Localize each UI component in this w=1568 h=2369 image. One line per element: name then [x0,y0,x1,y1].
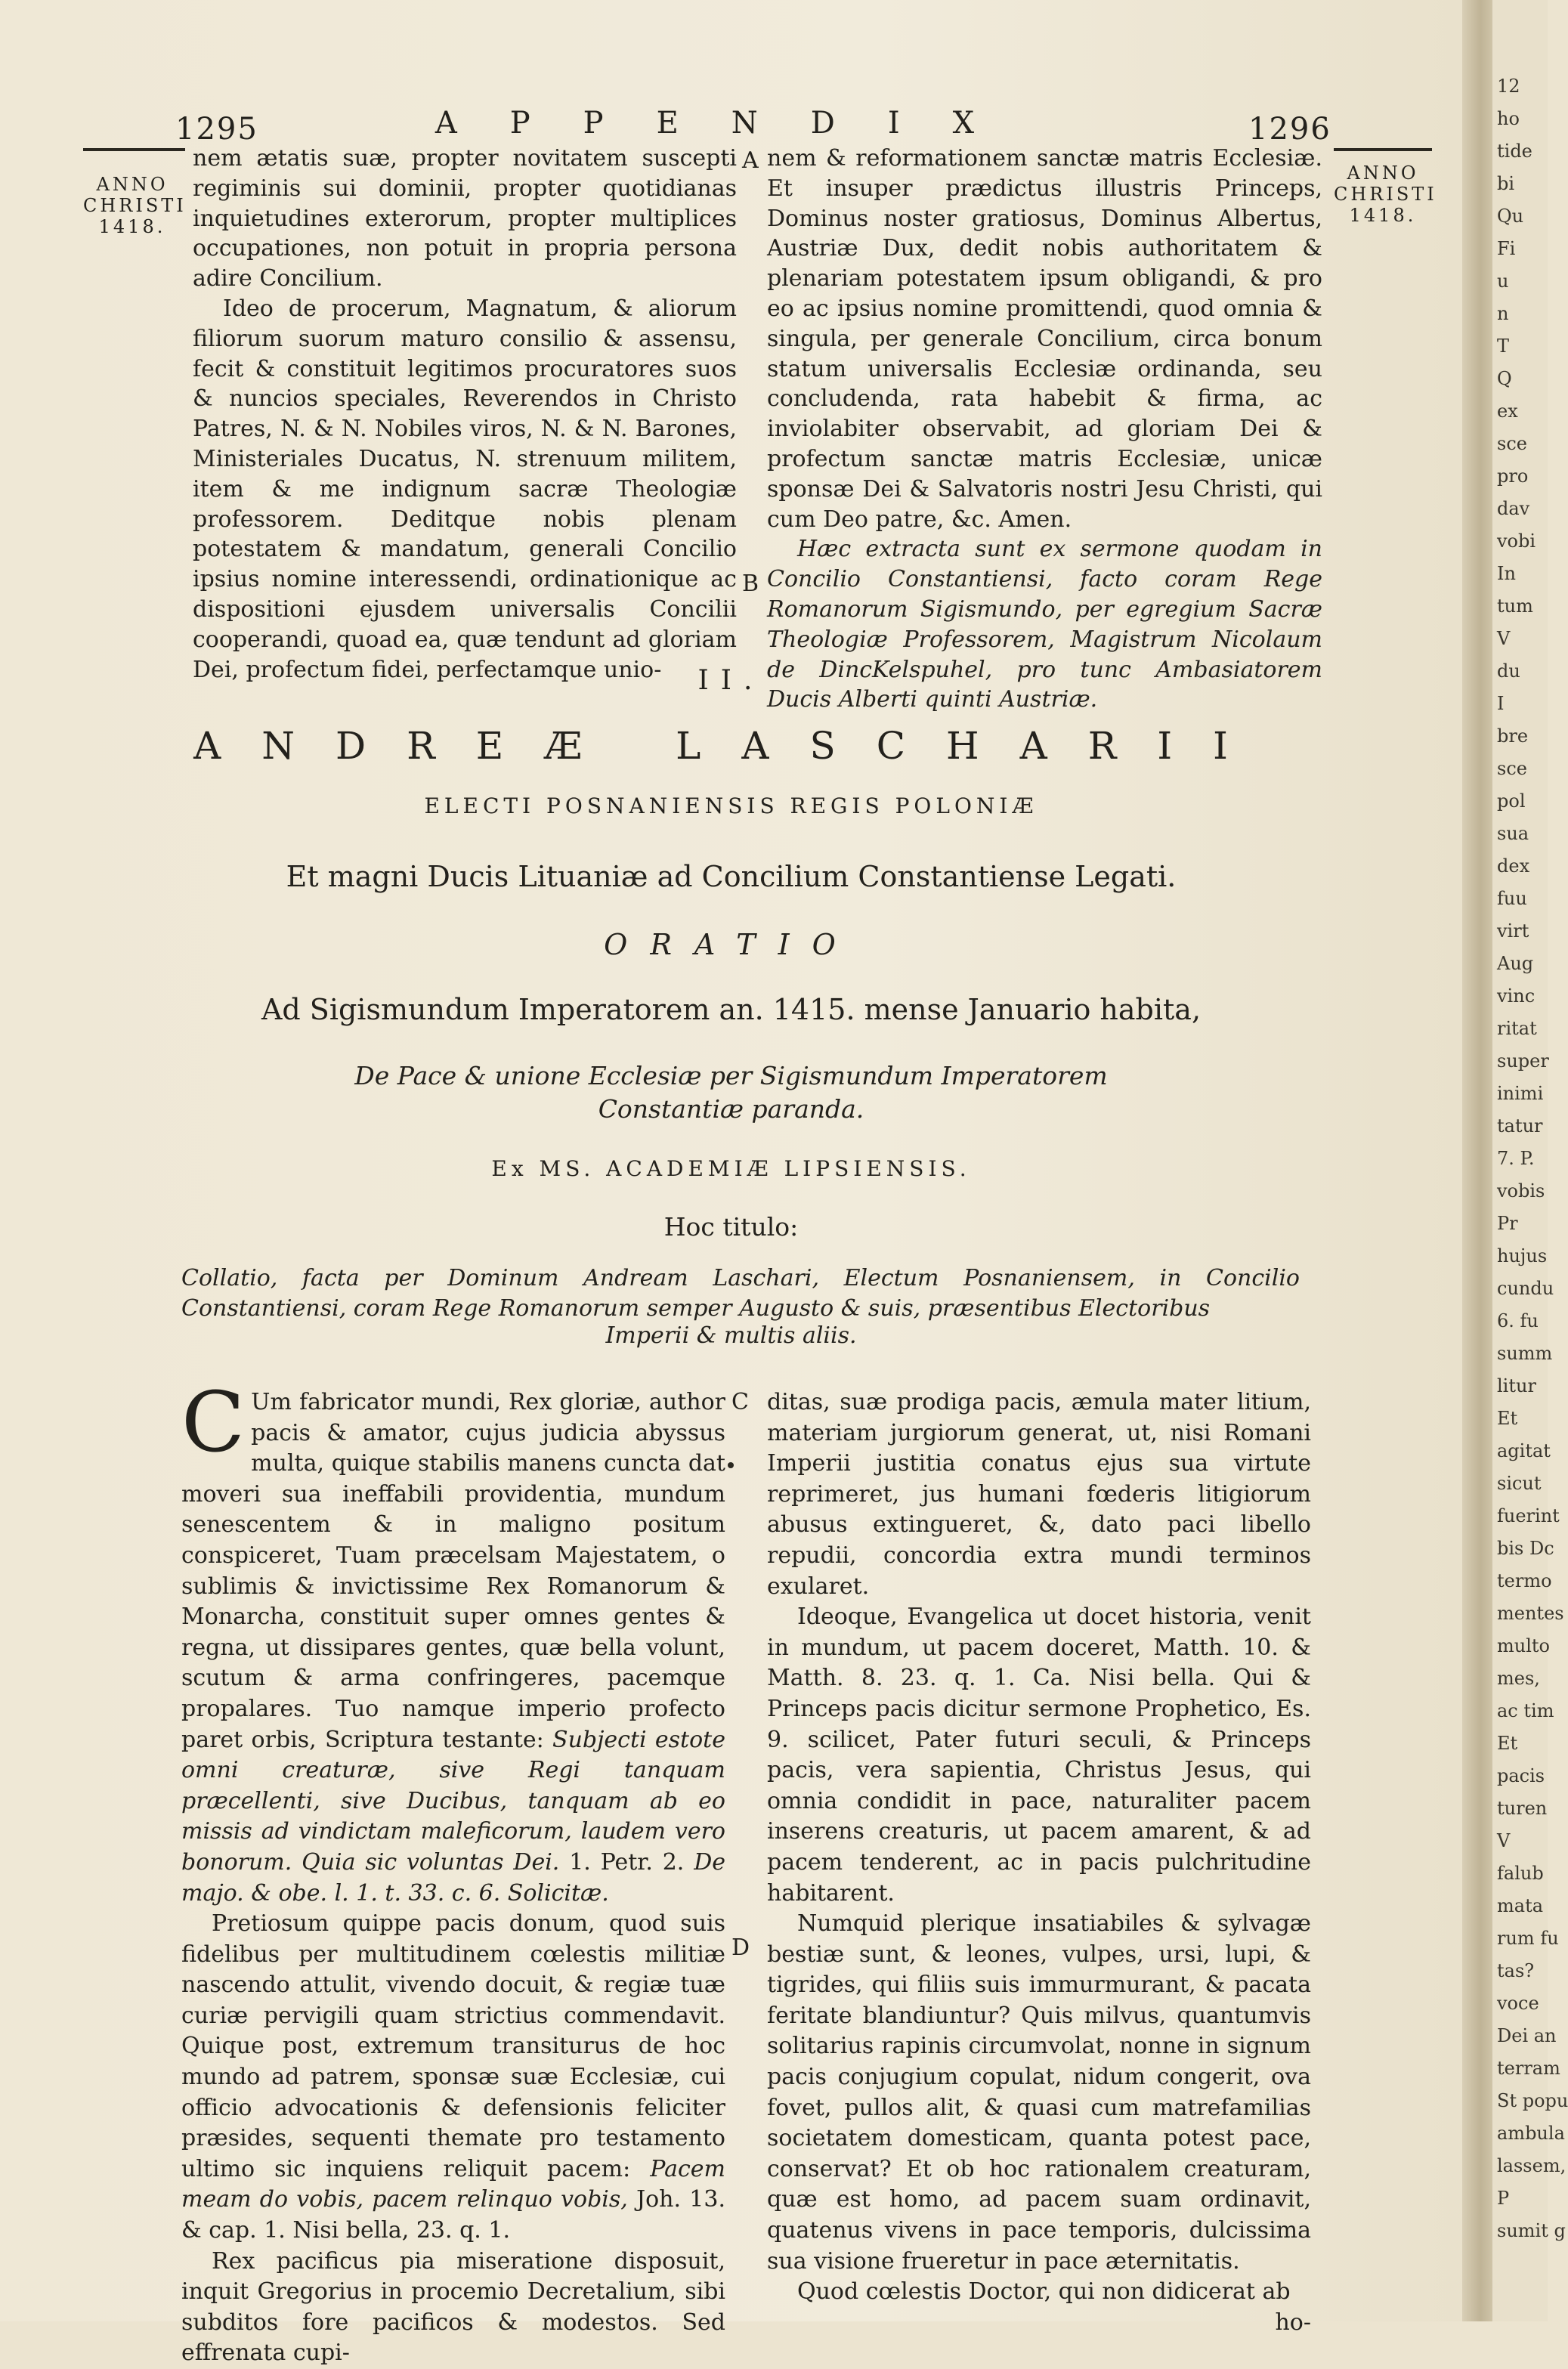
next-page-fragment: V [1497,1830,1511,1851]
next-page-fragment: hujus [1497,1245,1548,1266]
margin-note-line: ANNO [1347,162,1419,184]
paragraph: Quod cœlestis Doctor, qui non didicerat ab [797,2278,1291,2306]
next-page-fragment: ho [1497,108,1520,129]
next-page-fragment: terram [1497,2058,1560,2079]
next-page-fragment: ambula [1497,2123,1565,2144]
next-page-fragment: u [1497,271,1509,292]
next-page-fragment: agitat [1497,1440,1551,1461]
top-left-column [193,144,737,685]
next-page-fragment: virt [1497,920,1529,942]
title-line-3: Et magni Ducis Lituaniæ ad Concilium Constantiense Legati. [286,860,1177,893]
next-page-fragment: Dei an [1497,2025,1557,2046]
book-gutter [1462,0,1492,2321]
next-page-fragment: mentes [1497,1603,1564,1624]
citation: Joh. 13. & cap. 1. Nisi bella, 23. q. 1. [181,2186,725,2244]
next-page-fragment: Fi [1497,238,1516,259]
next-page-fragment: sicut [1497,1473,1542,1494]
next-page-fragment: falub [1497,1863,1544,1884]
section-marker-b: B [742,571,759,597]
catchword: ho- [1275,2309,1311,2336]
next-page-fragment: pro [1497,465,1529,487]
next-page-fragment: tide [1497,141,1532,162]
title-line-8: Hoc titulo: [663,1212,799,1242]
paragraph: Rex pacificus pia miseratione disposuit, inquit Gregorius in procemio Decretalium, sibi subditos fore pacificos & modestos. Sed effrenata cupi- [181,2247,725,2367]
next-page-fragment: pacis [1497,1765,1545,1786]
left-page-number: 1295 [175,112,258,147]
next-page-fragment: ex [1497,401,1518,422]
paragraph: nem ætatis suæ, propter novitatem suscepti regiminis sui dominii, propter quotidianas inquietudines exterorum, propter multiplices occupationes, non potuit in propria persona adire Concilium. [193,145,737,292]
right-margin-rule [1334,148,1432,151]
next-page-fragment: litur [1497,1375,1536,1396]
next-page-fragment: fuu [1497,888,1527,909]
next-page-fragment: bre [1497,725,1529,747]
next-page-fragment: summ [1497,1343,1553,1364]
next-page-fragment: fuerint [1497,1505,1560,1526]
next-page-fragment: sce [1497,758,1527,779]
next-page-fragment: 7. P. [1497,1148,1535,1169]
next-page-fragment: T [1497,336,1510,357]
paragraph-text: Um fabricator mundi, Rex gloriæ, author pacis & amator, cujus judicia abyssus multa, quique stabilis manens cuncta dat moveri sua ineffabili providentia, mundum senescentem & in maligno positum conspiceret, Tuam præcelsam Majestatem, o sublimis & invictissime Rex Romanorum & Monarcha, constituit super omnes gentes & regna, ut dissipares gentes, quæ bella volunt, scutum & arma confringeres, pacemque propalares. Tuo namque imperio profecto paret orbis, Scriptura testante: [181,1389,725,1753]
margin-note-line: CHRISTI [1334,184,1437,205]
next-page-fragment: voce [1497,1993,1539,2014]
left-margin-note [83,174,187,237]
next-page-fragment: I [1497,693,1505,714]
running-title: APPENDIX [435,106,1028,141]
paragraph-text: Pretiosum quippe pacis donum, quod suis fidelibus per multitudinem cœlestis militiæ nascendo attulit, vivendo docuit, & regiæ tuæ curiæ pervigili quam strictius commendavit. Quique post, extremum transiturus de hoc mundo ad patrem, sponsæ suæ Ecclesiæ, cui officio advocationis & defensionis feliciter præsides, sequenti themate pro testamento ultimo sic inquiens reliquit pacem: [181,1910,725,2182]
title-line-2: ELECTI POSNANIENSIS REGIS POLONIÆ [424,793,1038,818]
next-page-fragment: 6. fu [1497,1310,1539,1331]
left-margin-rule [83,148,185,151]
next-page-edge [1492,0,1568,2321]
section-title: ANDREÆ LASCHARII [193,724,1269,768]
next-page-fragment: sce [1497,433,1527,454]
next-page-fragment: multo [1497,1635,1550,1656]
next-page-fragment: sumit g [1497,2220,1566,2241]
next-page-fragment: mata [1497,1895,1544,1916]
next-page-fragment: St popu [1497,2090,1568,2111]
next-page-fragment: n [1497,303,1509,324]
citation: 1. Petr. 2. [569,1848,685,1876]
next-page-fragment: P [1497,2188,1510,2209]
next-page-fragment: Q [1497,368,1512,389]
next-page-fragment: ac tim [1497,1700,1554,1721]
next-page-fragment: turen [1497,1798,1548,1819]
next-page-fragment: vobis [1497,1180,1545,1202]
next-page-fragment: bis Dc [1497,1538,1554,1559]
next-page-fragment: vobi [1497,530,1536,552]
next-page-fragment: inimi [1497,1083,1544,1104]
margin-note-line: 1418. [1349,205,1417,226]
next-page-fragment: pol [1497,790,1526,812]
paragraph: Numquid plerique insatiabiles & sylvagæ bestiæ sunt, & leones, vulpes, ursi, lupi, & tigrides, qui filiis suis immurmurant, & pacata feritate blandiuntur? Quis milvus, quantumvis solitarius rapinis circumvolat, nonne in signum pacis conjugium copulat, nidum congerit, ova fovet, pullos alit, & quasi cum matrefamilias societatem domesticam, quanta potest pace, conservat? Et ob hoc rationalem creaturam, quæ est homo, ad pacem suam ordinavit, quatenus vivens in pace temporis, dulcissima sua visione frueretur in pace æternitatis. [767,1910,1311,2275]
next-page-fragment: rum fu [1497,1928,1559,1949]
margin-note-line: ANNO [96,174,169,195]
citation: De majo. & obe. l. 1. t. 33. c. 6. Solicitæ. [181,1848,725,1907]
next-page-fragment: termo [1497,1570,1552,1591]
title-line-4: ORATIO [604,928,858,961]
collatio-title-end: Imperii & multis aliis. [605,1322,857,1349]
ink-blot [728,1462,734,1468]
next-page-fragment: dav [1497,498,1530,519]
section-number: II. [697,665,765,696]
next-page-fragment: ritat [1497,1018,1537,1039]
title-line-6a: De Pace & unione Ecclesiæ per Sigismundum Imperatorem [354,1061,1108,1090]
next-page-fragment: lassem, [1497,2155,1566,2176]
oration-left-column [181,1374,725,2369]
title-line-5: Ad Sigismundum Imperatorem an. 1415. mense Januario habita, [261,993,1202,1026]
source-note: Hæc extracta sunt ex sermone quodam in Concilio Constantiensi, facto coram Rege Romanorum Sigismundo, per egregium Sacræ Theologiæ Professorem, Magistrum Nicolaum de DincKelspuhel, pro tunc Ambasiatorem Ducis Alberti quinti Austriæ. [767,536,1322,713]
next-page-fragment: Et [1497,1733,1518,1754]
next-page-fragment: Et [1497,1408,1518,1429]
next-page-fragment: V [1497,628,1511,649]
section-marker-c: C [731,1389,749,1415]
next-page-fragment: tatur [1497,1115,1543,1137]
next-page-fragment: vinc [1497,985,1536,1007]
oration-right-column [767,1387,1311,2338]
paragraph: ditas, suæ prodiga pacis, æmula mater litium, materiam jurgiorum generat, ut, nisi Romani Imperii justitia conatus ejus sua virtute reprimeret, jus humani fœderis litigiorum abusus extingueret, &, dato paci libello repudii, concordia extra mundi terminos exularet. [767,1389,1311,1600]
scripture-quote: Subjecti estote omni creaturæ, sive Regi tanquam præcellenti, sive Ducibus, tanquam ab eo missis ad vindictam maleficorum, laudem vero bonorum. Quia sic voluntas Dei. [181,1726,725,1876]
section-marker-a: A [742,147,759,174]
next-page-fragment: sua [1497,823,1529,844]
paragraph: Ideo de procerum, Magnatum, & aliorum filiorum suorum maturo consilio & assensu, fecit & constituit legitimos procuratores suos & nuncios speciales, Reverendos in Christo Patres, N. & N. Nobiles viros, N. & N. Barones, Ministeriales Ducatus, N. strenuum militem, item & me indignum sacræ Theologiæ professorem. Deditque nobis plenam potestatem & mandatum, generali Concilio ipsius nomine interessendi, ordinationique ac dispositioni ejusdem universalis Concilii cooperandi, quoad ea, quæ tendunt ad gloriam Dei, profectum fidei, perfectamque unio- [193,295,737,683]
next-page-fragment: Pr [1497,1213,1518,1234]
next-page-fragment: bi [1497,173,1515,194]
scripture-quote: Pacem meam do vobis, pacem relinquo vobis, [181,2155,725,2213]
top-right-column [767,144,1322,715]
next-page-fragment: In [1497,563,1516,584]
next-page-fragment: Aug [1497,953,1534,974]
next-page-fragment: tas? [1497,1960,1535,1981]
paragraph: Ideoque, Evangelica ut docet historia, venit in mundum, ut pacem doceret, Matth. 10. & Matth. 8. 23. q. 1. Ca. Nisi bella. Qui & Princeps pacis dicitur sermone Prophetico, Es. 9. scilicet, Pater futuri seculi, & Princeps pacis, vera sapientia, Christus Jesus, qui omnia condidit in pace, naturaliter pacem inserens creaturis, ut pacem amarent, & ad pacem tenderent, ac in pacis pulchritudine habitarent. [767,1604,1311,1907]
next-page-fragment: mes, [1497,1668,1540,1689]
collatio-title: Collatio, facta per Dominum Andream Laschari, Electum Posnaniensem, in Concilio Constantiensi, coram Rege Romanorum semper Augusto & suis, præsentibus Electoribus [181,1265,1300,1322]
next-page-fragment: Qu [1497,206,1524,227]
drop-cap: C [181,1374,246,1471]
next-page-fragment: du [1497,660,1520,682]
margin-note-line: 1418. [98,216,166,237]
paragraph: nem & reformationem sanctæ matris Ecclesiæ. Et insuper prædictus illustris Princeps, Dominus noster gratiosus, Dominus Albertus, Austriæ Dux, dedit nobis authoritatem & plenariam potestatem ipsum obligandi, & pro eo ac ipsius nomine promittendi, quod omnia & singula, per generale Concilium, circa bonum statum universalis Ecclesiæ ordinanda, seu concludenda, rata habebit & firma, ac inviolabiter observabit, ad gloriam Dei & profectum sanctæ matris Ecclesiæ, unicæ sponsæ Dei & Salvatoris nostri Jesu Christi, qui cum Deo patre, &c. Amen. [767,145,1322,533]
next-page-fragment: 12 [1497,76,1520,97]
next-page-fragment: tum [1497,595,1533,617]
next-page-fragment: super [1497,1050,1549,1072]
next-page-fragment: cundu [1497,1278,1554,1299]
right-page-number: 1296 [1248,112,1331,147]
next-page-fragment: dex [1497,855,1530,877]
margin-note-line: CHRISTI [83,195,187,216]
right-margin-note [1334,162,1437,226]
title-line-6b: Constantiæ paranda. [598,1094,864,1124]
section-marker-d: D [731,1934,750,1961]
title-line-7: Ex MS. ACADEMIÆ LIPSIENSIS. [491,1156,971,1181]
